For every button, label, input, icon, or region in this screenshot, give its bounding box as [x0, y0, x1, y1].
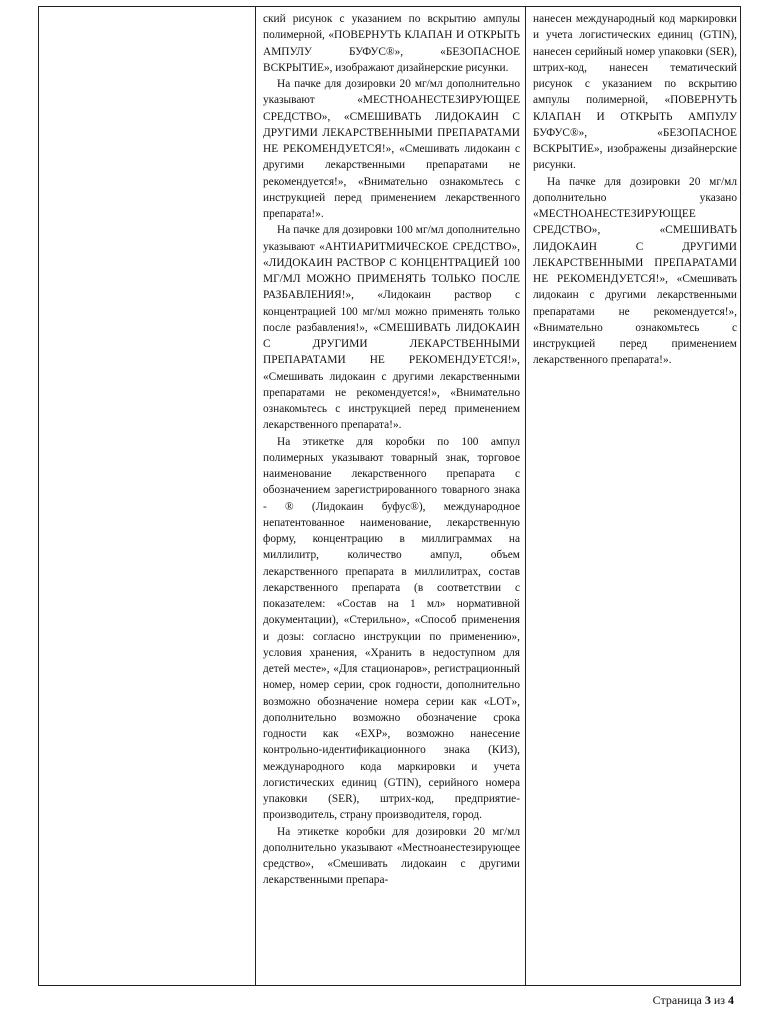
paragraph-package-20mg: На пачке для дозировки 20 мг/мл дополнительно указывают «МЕСТНОАНЕСТЕЗИРУЮЩЕЕ СРЕДСТВО», «СМЕШИВАТЬ ЛИДОКАИН С ДРУГИМИ ЛЕКАРСТВЕННЫМИ ПРЕПАРАТАМИ НЕ РЕКОМЕНДУЕТСЯ!», «Смешивать лидокаин с другими лекарственными препаратами не рекомендуется!», «Внимательно ознакомьтесь с инструкцией перед применением лекарственного препарата!».	[263, 78, 520, 220]
paragraph-box-label-20mg: На этикетке коробки для дозировки 20 мг/мл дополнительно указывают «Местноанестезирующее средство», «Смешивать лидокаин с другими лекарственными препара-	[263, 825, 520, 887]
paragraph-opening-instructions: ский рисунок с указанием по вскрытию ампулы полимерной, «ПОВЕРНУТЬ КЛАПАН И ОТКРЫТЬ АМПУЛУ БУФУС®», «БЕЗОПАСНОЕ ВСКРЫТИЕ», изображают дизайнерские рисунки.	[263, 13, 520, 74]
paragraph-package-20mg-indicated: На пачке для дозировки 20 мг/мл дополнительно указано «МЕСТНОАНЕСТЕЗИРУЮЩЕЕ СРЕДСТВО», «СМЕШИВАТЬ ЛИДОКАИН С ДРУГИМИ ЛЕКАРСТВЕННЫМИ ПРЕПАРАТАМИ НЕ РЕКОМЕНДУЕТСЯ!», «Смешивать лидокаин с другими лекарственными препаратами не рекомендуется!», «Внимательно ознакомьтесь с инструкцией перед применением лекарственного препарата!».	[533, 175, 737, 367]
page-footer	[653, 993, 734, 1007]
paragraph-marking-codes: нанесен международный код маркировки и учета логистических единиц (GTIN), нанесен серийный номер упаковки (SER), штрих-код, нанесен тематический рисунок с указанием по вскрытию ампулы полимерной, «ПОВЕРНУТЬ КЛАПАН И ОТКРЫТЬ АМПУЛУ БУФУС®», «БЕЗОПАСНОЕ ВСКРЫТИЕ», изображены дизайнерские рисунки.	[533, 13, 737, 172]
page-label: Страница	[652, 993, 702, 1007]
table-column-empty	[39, 7, 256, 985]
table-column-middle	[256, 7, 526, 985]
paragraph-box-label-100-ampoules: На этикетке для коробки по 100 ампул полимерных указывают товарный знак, торговое наименование лекарственного препарата с обозначением зарегистрированного товарного знака - ® (Лидокаин буфус®), международное непатентованное наименование, лекарственную форму, концентрацию в миллиграммах на миллилитр, количество ампул, объем лекарственного препарата в миллилитрах, состав лекарственного препарата (в соответствии с показателем: «Состав на 1 мл» нормативной документации), «Стерильно», «Способ применения и дозы: согласно инструкции по применению», условия хранения, «Хранить в недоступном для детей месте», «Для стационаров», регистрационный номер, номер серии, срок годности, дополнительно возможно обозначение номера серии как «LOT», дополнительно возможно обозначение срока годности как «EXP», возможно нанесение контрольно-идентификационного знака (КИЗ), международного кода маркировки и учета логистических единиц (GTIN), серийного номера упаковки (SER), штрих-код, предприятие-производитель, страну производителя, город.	[263, 435, 520, 822]
paragraph-package-100mg: На пачке для дозировки 100 мг/мл дополнительно указывают «АНТИАРИТМИЧЕСКОЕ СРЕДСТВО», «ЛИДОКАИН РАСТВОР С КОНЦЕНТРАЦИЕЙ 100 МГ/МЛ МОЖНО ПРИМЕНЯТЬ ТОЛЬКО ПОСЛЕ РАЗБАВЛЕНИЯ!», «Лидокаин раствор с концентрацией 100 мг/мл можно применять только после разбавления!», «СМЕШИВАТЬ ЛИДОКАИН С ДРУГИМИ ЛЕКАРСТВЕННЫМИ ПРЕПАРАТАМИ НЕ РЕКОМЕНДУЕТСЯ!», «Смешивать лидокаин с другими лекарственными препаратами не рекомендуется!», «Внимательно ознакомьтесь с инструкцией перед применением лекарственного препарата!».	[263, 224, 520, 432]
table-column-right	[526, 7, 742, 985]
table-frame	[38, 6, 741, 986]
page-total: 4	[728, 993, 734, 1007]
page-number: 3	[704, 993, 711, 1007]
page-of-label: из	[713, 993, 725, 1007]
